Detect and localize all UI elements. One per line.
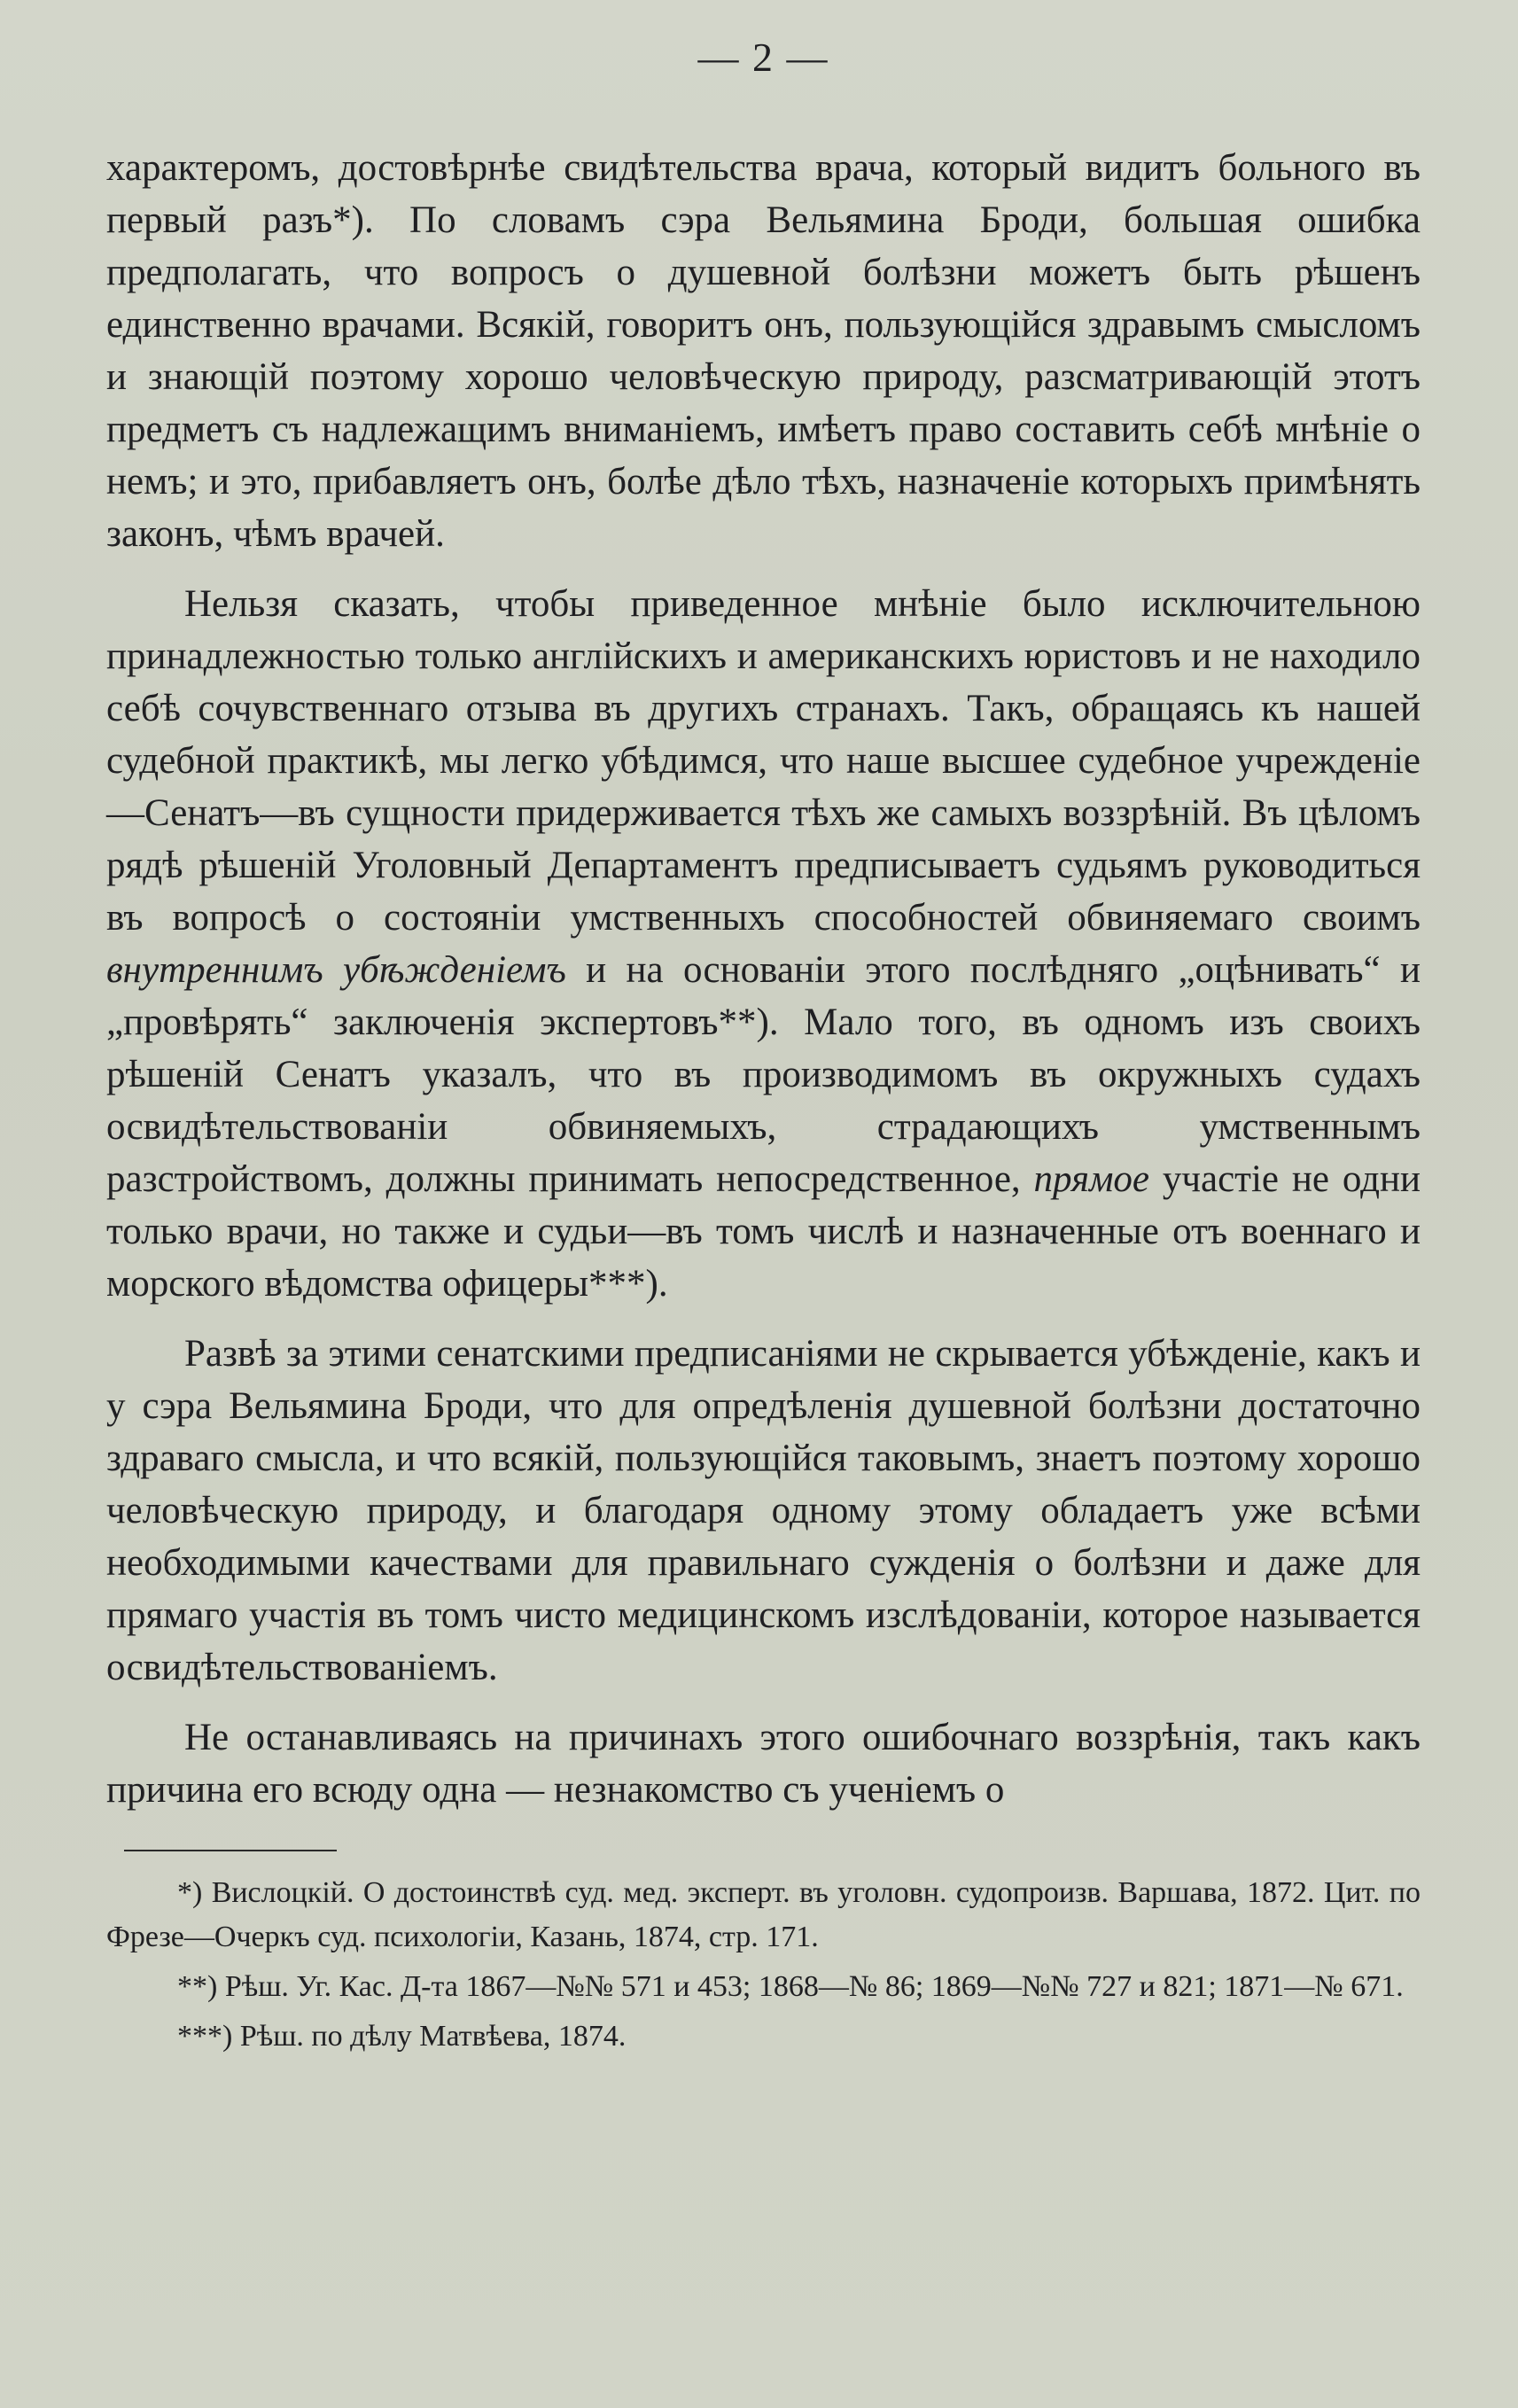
italic-word-direct: прямое (1033, 1158, 1149, 1200)
footnote-1: *) Вислоцкій. О достоинствѣ суд. мед. эксперт. въ уголовн. судопроизв. Варшава, 1872. Цит. по Фрезе—Очеркъ суд. психологіи, Казань, 1874, стр. 171. (106, 1876, 1421, 1953)
footnote-separator (124, 1850, 337, 1851)
footnote-2: **) Рѣш. Уг. Кас. Д-та 1867—№№ 571 и 453; 1868—№ 86; 1869—№№ 727 и 821; 1871—№ 671. (177, 1970, 1404, 2003)
paragraph-2-text-c: участіе не одни только врачи, но также и судьи—въ томъ числѣ и назначенные отъ военнаго и морского вѣдомства офицеры***). (106, 1158, 1421, 1305)
paragraph-2-text-b: и на основаніи этого послѣдняго „оцѣнивать“ и „провѣрять“ заключенія экспертовъ**). Мало того, въ одномъ изъ своихъ рѣшеній Сенатъ указалъ, что въ производимомъ въ окружныхъ судахъ освидѣтельствованіи обвиняемыхъ, страдающихъ умственнымъ разстройствомъ, должны принимать непосредственное, (106, 949, 1421, 1200)
page-number: — 2 — (697, 35, 829, 80)
footnote-3: ***) Рѣш. по дѣлу Матвѣева, 1874. (177, 2020, 627, 2053)
paragraph-4: Не останавливаясь на причинахъ этого ошибочнаго воззрѣнія, такъ какъ причина его всюду одна — незнакомство съ ученіемъ о (106, 1717, 1421, 1811)
paragraph-3: Развѣ за этими сенатскими предписаніями не скрывается убѣжденіе, какъ и у сэра Вельямина Броди, что для опредѣленія душевной болѣзни достаточно здраваго смысла, и что всякій, пользующійся таковымъ, знаетъ поэтому хорошо человѣческую природу, и благодаря одному этому обладаетъ уже всѣми необходимыми качествами для правильнаго сужденія о болѣзни и даже для прямаго участія въ томъ чисто медицинскомъ изслѣдованіи, которое называется освидѣтельствованіемъ. (106, 1333, 1421, 1688)
paragraph-1: характеромъ, достовѣрнѣе свидѣтельства врача, который видитъ больного въ первый разъ*). По словамъ сэра Вельямина Броди, большая ошибка предполагать, что вопросъ о душевной болѣзни можетъ быть рѣшенъ единственно врачами. Всякій, говоритъ онъ, пользующійся здравымъ смысломъ и знающій поэтому хорошо человѣческую природу, разсматривающій этотъ предметъ съ надлежащимъ вниманіемъ, имѣетъ право составить себѣ мнѣніе о немъ; и это, прибавляетъ онъ, болѣе дѣло тѣхъ, назначеніе которыхъ примѣнять законъ, чѣмъ врачей. (106, 147, 1421, 555)
paragraph-2-text-a: Нельзя сказать, чтобы приведенное мнѣніе было исключительною принадлежностью только англійскихъ и американскихъ юристовъ и не находило себѣ сочувственнаго отзыва въ другихъ странахъ. Такъ, обращаясь къ нашей судебной практикѣ, мы легко убѣдимся, что наше высшее судебное учрежденіе—Сенатъ—въ сущности придерживается тѣхъ же самыхъ воззрѣній. Въ цѣломъ рядѣ рѣшеній Уголовный Департаментъ предписываетъ судьямъ руководиться въ вопросѣ о состояніи умственныхъ способностей обвиняемаго своимъ (106, 583, 1421, 939)
italic-phrase-inner-conviction: внутреннимъ убѣжденіемъ (106, 949, 566, 991)
paragraph-2 (106, 578, 1421, 1310)
